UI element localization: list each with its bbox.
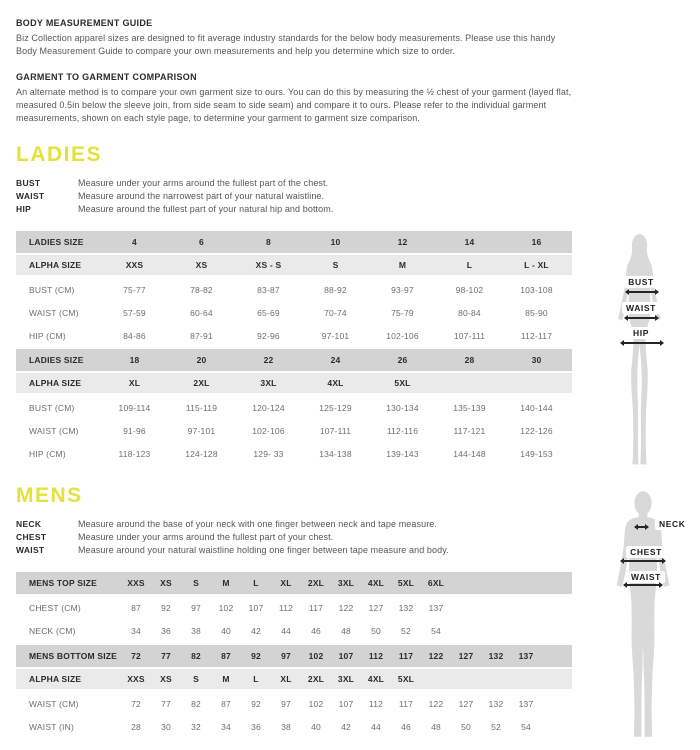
table-cell: 112 bbox=[368, 651, 384, 661]
table-cell: 129- 33 bbox=[253, 448, 284, 459]
table-cell: 5XL bbox=[394, 378, 411, 388]
ladies-hip-label: HIP bbox=[629, 327, 653, 339]
table-cell: 77 bbox=[161, 651, 171, 661]
table-row bbox=[16, 715, 572, 738]
table-cell: 102 bbox=[218, 602, 234, 613]
table-cell: 97 bbox=[281, 698, 291, 709]
table-cell: 32 bbox=[191, 721, 201, 732]
neck-measure-arrow-icon bbox=[635, 526, 648, 528]
table-cell: 107 bbox=[338, 651, 354, 661]
garment-comparison-paragraph: An alternate method is to compare your own garment size to ours. You can do this by measuring the ½ chest of your garment (layed flat, measured 0.5in below the sleeve join, from side seam to side seam) and compare it to ours. Please refer to the individual garment measurements, shown on each style page, to determine your garment to garment size comparison. bbox=[16, 87, 572, 123]
table-cell: 107-111 bbox=[319, 425, 352, 436]
hip-measure-arrow-icon bbox=[621, 342, 663, 344]
table-cell: M bbox=[222, 674, 230, 684]
table-row bbox=[16, 442, 572, 465]
table-cell: 107 bbox=[338, 698, 354, 709]
table-cell: 112-116 bbox=[386, 425, 419, 436]
table-cell: 18 bbox=[129, 355, 140, 365]
row-label: HIP (CM) bbox=[29, 448, 66, 459]
row-label: WAIST (IN) bbox=[29, 721, 74, 732]
guide-content bbox=[16, 18, 572, 738]
table-cell: 84-86 bbox=[123, 330, 146, 341]
table-row bbox=[16, 373, 572, 393]
table-cell: 102-106 bbox=[386, 330, 419, 341]
mens-neck-label: NECK bbox=[655, 518, 690, 530]
definition-text: Measure around the fullest part of your natural hip and bottom. bbox=[78, 204, 334, 214]
table-cell: 122 bbox=[428, 651, 444, 661]
table-cell: 12 bbox=[397, 237, 408, 247]
table-cell: 50 bbox=[461, 721, 471, 732]
ladies-silhouette-icon bbox=[609, 232, 670, 471]
table-cell: 42 bbox=[341, 721, 351, 732]
table-cell: 122-126 bbox=[520, 425, 553, 436]
table-cell: S bbox=[193, 674, 199, 684]
table-row bbox=[16, 231, 572, 253]
table-cell: 6 bbox=[199, 237, 204, 247]
table-cell: 14 bbox=[464, 237, 475, 247]
table-cell: 107 bbox=[248, 602, 264, 613]
table-cell: 46 bbox=[401, 721, 411, 732]
table-cell: 40 bbox=[311, 721, 321, 732]
ladies-figure bbox=[606, 230, 686, 475]
table-cell: 2XL bbox=[307, 578, 325, 588]
table-cell: 102 bbox=[308, 698, 324, 709]
row-label: NECK (CM) bbox=[29, 625, 76, 636]
table-cell: 85-90 bbox=[525, 307, 548, 318]
table-cell: 112 bbox=[368, 698, 384, 709]
table-cell: 82 bbox=[191, 651, 201, 661]
table-cell: 112-117 bbox=[520, 330, 553, 341]
definition-row bbox=[16, 544, 572, 557]
table-row bbox=[16, 692, 572, 715]
table-cell: XL bbox=[280, 578, 292, 588]
ladies-size-table-2 bbox=[16, 349, 572, 465]
table-cell: 127 bbox=[368, 602, 384, 613]
table-cell: 8 bbox=[266, 237, 271, 247]
waist-measure-arrow-icon bbox=[625, 317, 658, 319]
table-cell: 144-148 bbox=[453, 448, 486, 459]
table-cell: 34 bbox=[221, 721, 231, 732]
table-cell: M bbox=[222, 578, 230, 588]
table-cell: 52 bbox=[401, 625, 411, 636]
table-cell: 117 bbox=[308, 602, 324, 613]
table-cell: 88-92 bbox=[324, 284, 347, 295]
table-cell: 124-128 bbox=[185, 448, 218, 459]
table-cell: 117 bbox=[398, 698, 414, 709]
table-row bbox=[16, 255, 572, 275]
mens-bottom-size-table bbox=[16, 645, 572, 738]
table-cell: XS - S bbox=[255, 260, 282, 270]
table-row bbox=[16, 278, 572, 301]
table-cell: XXS bbox=[127, 674, 145, 684]
table-cell: 52 bbox=[491, 721, 501, 732]
table-cell: 78-82 bbox=[190, 284, 213, 295]
waist-measure-arrow-icon bbox=[624, 584, 662, 586]
definition-term: NECK bbox=[16, 519, 42, 529]
ladies-waist-label: WAIST bbox=[622, 302, 660, 314]
definition-row bbox=[16, 531, 572, 544]
mens-definitions bbox=[16, 518, 572, 557]
table-cell: 5XL bbox=[397, 578, 415, 588]
table-cell: 24 bbox=[330, 355, 341, 365]
table-cell: 72 bbox=[131, 698, 141, 709]
table-cell: 4XL bbox=[367, 674, 385, 684]
ladies-size-table-1 bbox=[16, 231, 572, 347]
table-cell: 28 bbox=[464, 355, 475, 365]
table-cell: 5XL bbox=[397, 674, 415, 684]
table-cell: 140-144 bbox=[520, 402, 553, 413]
table-cell: 42 bbox=[251, 625, 261, 636]
table-cell: 117-121 bbox=[453, 425, 486, 436]
table-cell: 22 bbox=[263, 355, 274, 365]
table-cell: S bbox=[332, 260, 339, 270]
row-label: ALPHA SIZE bbox=[29, 674, 82, 684]
table-cell: 92 bbox=[251, 698, 261, 709]
table-cell: 97 bbox=[191, 602, 201, 613]
table-cell: 6XL bbox=[427, 578, 445, 588]
table-row bbox=[16, 619, 572, 642]
table-cell: 48 bbox=[341, 625, 351, 636]
table-cell: L - XL bbox=[524, 260, 549, 270]
table-cell: 118-123 bbox=[118, 448, 151, 459]
definition-row bbox=[16, 518, 572, 531]
table-cell: 3XL bbox=[337, 578, 355, 588]
table-cell: 125-129 bbox=[319, 402, 352, 413]
table-row bbox=[16, 596, 572, 619]
table-cell: 92 bbox=[161, 602, 171, 613]
mens-section-title: MENS bbox=[16, 484, 83, 507]
table-cell: 112 bbox=[278, 602, 294, 613]
table-cell: S bbox=[193, 578, 199, 588]
table-cell: 65-69 bbox=[257, 307, 280, 318]
definition-term: WAIST bbox=[16, 545, 45, 555]
bust-measure-arrow-icon bbox=[626, 291, 658, 293]
table-cell: 137 bbox=[428, 602, 444, 613]
table-cell: 87 bbox=[221, 651, 231, 661]
table-cell: 72 bbox=[131, 651, 141, 661]
table-cell: 149-153 bbox=[520, 448, 553, 459]
definition-term: CHEST bbox=[16, 532, 47, 542]
table-cell: 75-77 bbox=[123, 284, 146, 295]
table-cell: 44 bbox=[371, 721, 381, 732]
table-cell: 75-79 bbox=[391, 307, 414, 318]
garment-comparison-heading: GARMENT TO GARMENT COMPARISON bbox=[16, 72, 197, 82]
table-cell: 34 bbox=[131, 625, 141, 636]
table-cell: 38 bbox=[191, 625, 201, 636]
definition-term: BUST bbox=[16, 178, 41, 188]
table-row bbox=[16, 669, 572, 689]
table-cell: L bbox=[253, 578, 259, 588]
body-measurement-guide-paragraph: Biz Collection apparel sizes are designed to fit average industry standards for the below body measurements. Please use this handy Body Measurement Guide to compare your own measurements and help you determine which size to order. bbox=[16, 33, 556, 56]
table-cell: 132 bbox=[398, 602, 414, 613]
table-row bbox=[16, 572, 572, 594]
row-label: LADIES SIZE bbox=[29, 237, 84, 247]
definition-text: Measure under your arms around the fullest part of the chest. bbox=[78, 178, 329, 188]
table-cell: XL bbox=[280, 674, 292, 684]
definition-term: WAIST bbox=[16, 191, 45, 201]
ladies-definitions bbox=[16, 177, 572, 216]
table-cell: 26 bbox=[397, 355, 408, 365]
table-cell: 16 bbox=[531, 237, 542, 247]
table-cell: 20 bbox=[196, 355, 207, 365]
table-cell: 28 bbox=[131, 721, 141, 732]
mens-chest-label: CHEST bbox=[626, 546, 666, 558]
table-row bbox=[16, 349, 572, 371]
table-cell: 4 bbox=[132, 237, 137, 247]
table-cell: XS bbox=[160, 674, 172, 684]
table-cell: 87 bbox=[221, 698, 231, 709]
ladies-bust-label: BUST bbox=[624, 276, 658, 288]
table-row bbox=[16, 645, 572, 667]
table-cell: 132 bbox=[488, 698, 504, 709]
table-cell: 127 bbox=[458, 698, 474, 709]
table-cell: L bbox=[466, 260, 473, 270]
table-cell: 92 bbox=[251, 651, 261, 661]
table-cell: 130-134 bbox=[386, 402, 419, 413]
table-cell: 137 bbox=[518, 651, 534, 661]
table-cell: 77 bbox=[161, 698, 171, 709]
definition-text: Measure under your arms around the fullest part of your chest. bbox=[78, 532, 334, 542]
table-cell: 93-97 bbox=[391, 284, 414, 295]
definition-row bbox=[16, 177, 572, 190]
row-label: HIP (CM) bbox=[29, 330, 66, 341]
definition-row bbox=[16, 190, 572, 203]
table-cell: 44 bbox=[281, 625, 291, 636]
table-cell: 46 bbox=[311, 625, 321, 636]
table-cell: 54 bbox=[521, 721, 531, 732]
mens-top-size-table bbox=[16, 572, 572, 642]
table-cell: 103-108 bbox=[520, 284, 553, 295]
definition-text: Measure around your natural waistline holding one finger between tape measure and body. bbox=[78, 545, 449, 555]
table-cell: 120-124 bbox=[252, 402, 285, 413]
table-cell: 137 bbox=[518, 698, 534, 709]
table-cell: 134-138 bbox=[319, 448, 352, 459]
ladies-section-title: LADIES bbox=[16, 143, 103, 166]
row-label: ALPHA SIZE bbox=[29, 378, 82, 388]
table-cell: 80-84 bbox=[458, 307, 481, 318]
table-cell: 2XL bbox=[307, 674, 325, 684]
table-cell: 82 bbox=[191, 698, 201, 709]
table-cell: 115-119 bbox=[185, 402, 218, 413]
table-cell: 102-106 bbox=[252, 425, 285, 436]
table-cell: 135-139 bbox=[453, 402, 486, 413]
table-row bbox=[16, 419, 572, 442]
definition-term: HIP bbox=[16, 204, 32, 214]
table-cell: 132 bbox=[488, 651, 504, 661]
table-cell: XXS bbox=[127, 578, 145, 588]
table-cell: 102 bbox=[308, 651, 324, 661]
table-cell: 97-101 bbox=[321, 330, 350, 341]
body-measurement-guide-heading: BODY MEASUREMENT GUIDE bbox=[16, 18, 153, 28]
table-cell: 50 bbox=[371, 625, 381, 636]
table-cell: 3XL bbox=[337, 674, 355, 684]
table-cell: 109-114 bbox=[118, 402, 151, 413]
table-cell: 54 bbox=[431, 625, 441, 636]
table-cell: XS bbox=[160, 578, 172, 588]
table-cell: 36 bbox=[251, 721, 261, 732]
table-cell: 48 bbox=[431, 721, 441, 732]
row-label: ALPHA SIZE bbox=[29, 260, 82, 270]
table-cell: 70-74 bbox=[324, 307, 347, 318]
table-cell: 36 bbox=[161, 625, 171, 636]
mens-waist-label: WAIST bbox=[627, 571, 665, 583]
table-cell: 2XL bbox=[193, 378, 210, 388]
table-cell: 83-87 bbox=[257, 284, 280, 295]
row-label: CHEST (CM) bbox=[29, 602, 81, 613]
row-label: WAIST (CM) bbox=[29, 425, 79, 436]
table-row bbox=[16, 301, 572, 324]
row-label: WAIST (CM) bbox=[29, 698, 79, 709]
table-cell: 30 bbox=[161, 721, 171, 732]
definition-row bbox=[16, 203, 572, 216]
table-cell: 10 bbox=[330, 237, 341, 247]
table-cell: 139-143 bbox=[386, 448, 419, 459]
definition-text: Measure around the base of your neck with one finger between neck and tape measure. bbox=[78, 519, 438, 529]
table-cell: 98-102 bbox=[455, 284, 484, 295]
row-label: WAIST (CM) bbox=[29, 307, 79, 318]
table-cell: 97-101 bbox=[187, 425, 216, 436]
table-cell: 122 bbox=[428, 698, 444, 709]
row-label: LADIES SIZE bbox=[29, 355, 84, 365]
table-cell: 117 bbox=[398, 651, 414, 661]
row-label: MENS BOTTOM SIZE bbox=[29, 651, 118, 661]
mens-figure bbox=[598, 490, 698, 748]
table-cell: 92-96 bbox=[257, 330, 280, 341]
table-cell: 122 bbox=[338, 602, 354, 613]
table-cell: 87 bbox=[131, 602, 141, 613]
table-cell: 30 bbox=[531, 355, 542, 365]
table-cell: XXS bbox=[125, 260, 144, 270]
definition-text: Measure around the narrowest part of your natural waistline. bbox=[78, 191, 325, 201]
row-label: MENS TOP SIZE bbox=[29, 578, 97, 588]
table-row bbox=[16, 396, 572, 419]
table-cell: 57-59 bbox=[123, 307, 146, 318]
table-cell: 97 bbox=[281, 651, 291, 661]
chest-measure-arrow-icon bbox=[621, 560, 665, 562]
table-cell: L bbox=[253, 674, 259, 684]
table-cell: 4XL bbox=[327, 378, 344, 388]
table-cell: 107-111 bbox=[453, 330, 486, 341]
table-cell: XL bbox=[128, 378, 141, 388]
table-cell: XS bbox=[195, 260, 208, 270]
table-row bbox=[16, 324, 572, 347]
table-cell: 38 bbox=[281, 721, 291, 732]
table-cell: 4XL bbox=[367, 578, 385, 588]
table-cell: 40 bbox=[221, 625, 231, 636]
table-cell: 60-64 bbox=[190, 307, 213, 318]
row-label: BUST (CM) bbox=[29, 402, 75, 413]
table-cell: 127 bbox=[458, 651, 474, 661]
table-cell: 87-91 bbox=[190, 330, 213, 341]
table-cell: 91-96 bbox=[123, 425, 146, 436]
table-cell: M bbox=[398, 260, 407, 270]
table-cell: 3XL bbox=[260, 378, 277, 388]
row-label: BUST (CM) bbox=[29, 284, 75, 295]
